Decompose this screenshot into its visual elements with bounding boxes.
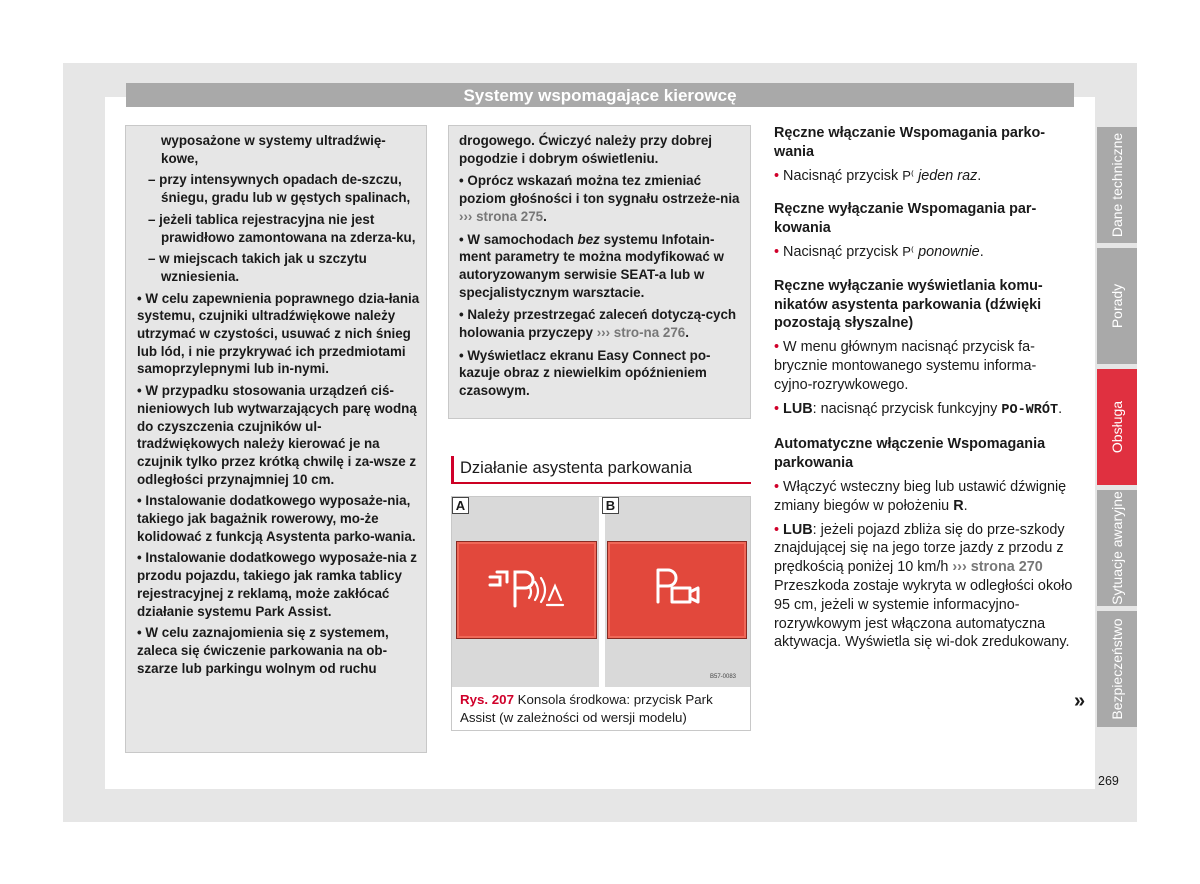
subheading: Ręczne wyłączanie Wspomagania par-kowania — [774, 201, 1037, 237]
figure-207 — [451, 496, 751, 731]
park-assist-camera-icon — [608, 542, 746, 638]
instructions-column — [774, 124, 1074, 652]
step: • Włączyć wsteczny bieg lub ustawić dźwignię zmiany biegów w położeniu R. — [774, 478, 1067, 514]
page-number: 269 — [1098, 774, 1119, 788]
note-dash-item: – w miejscach takich jak u szczytu wzniesienia. — [148, 251, 367, 284]
step: • Nacisnąć przycisk P⁽ ponownie. — [774, 243, 984, 260]
step: • LUB: nacisnąć przycisk funkcyjny PO-WRÓT. — [774, 400, 1063, 418]
park-assist-sensor-icon — [457, 542, 596, 638]
subheading: Automatyczne włączenie Wspomagania parkowania — [774, 436, 1046, 472]
figure-label-a: A — [452, 497, 469, 514]
note-bullet: • W celu zapewnienia poprawnego dzia-łania systemu, czujniki ultradźwiękowe należy utrzymać w czystości, usuwać z nich śnieg lub lód, i nie przykrywać ich przedmiotami samoprzylepnymi lub in-nymi. — [137, 290, 420, 377]
note-text-middle — [459, 132, 745, 405]
note-bullet: • Instalowanie dodatkowego wyposaże-nia z przodu pojazdu, takiego jak ramka tablicy rejestracyjnej z reklamą, może zakłócać działanie systemu Park Assist. — [137, 550, 417, 619]
park-assist-button-a — [456, 541, 597, 639]
tab-obsluga[interactable]: Obsługa — [1097, 369, 1137, 485]
tab-bezpieczenstwo[interactable]: Bezpieczeństwo — [1097, 611, 1137, 727]
park-assist-icon: P⁽ — [902, 243, 915, 259]
note-line: drogowego. Ćwiczyć należy przy dobrej pogodzie i dobrym oświetleniu. — [459, 133, 712, 166]
note-bullet: • W celu zaznajomienia się z systemem, zaleca się ćwiczenie parkowania na ob-szarze lub parkingu wolnym od ruchu — [137, 625, 389, 676]
tab-sytuacje-awaryjne[interactable]: Sytuacje awaryjne — [1097, 490, 1137, 606]
note-line: wyposażone w systemy ultradźwię-kowe, — [161, 133, 386, 166]
step: • LUB: jeżeli pojazd zbliża się do prze-szkody znajdującej się na jego torze jazdy z przodu z prędkością poniżej 10 km/h ››› strona 270 Przeszkoda zostaje wykryta w odległości około 95 cm, jeżeli w systemie informacyjno-rozrywkowym jest włączona automatyczna aktywacja. Wyświetla się wi-dok zredukowany. — [774, 521, 1073, 651]
note-bullet: • W przypadku stosowania urządzeń ciś-nieniowych lub wytwarzających parę wodną do czyszczenia czujników ul-tradźwiękowych należy kierować je na czujnik tylko przez krótką chwilę i za-wsze z odległości przynajmniej 10 cm. — [137, 383, 417, 487]
figure-number: Rys. 207 — [460, 692, 514, 707]
tab-dane-techniczne[interactable]: Dane techniczne — [1097, 127, 1137, 243]
step: • Nacisnąć przycisk P⁽ jeden raz. — [774, 167, 982, 184]
note-bullet: • W samochodach bez systemu Infotain-ment parametry te można modyfikować w autoryzowanym serwisie SEAT-a lub w specjalistycznym warsztacie. — [459, 231, 724, 300]
figure-code: B57-0083 — [710, 674, 737, 680]
note-bullet: • Oprócz wskazań można tez zmieniać poziom głośności i ton sygnału ostrzeże-nia ››› strona 275. — [459, 173, 740, 224]
figure-label-b: B — [602, 497, 619, 514]
continued-arrow-icon: » — [1074, 690, 1086, 712]
page-link[interactable]: ››› strona 275 — [459, 208, 544, 224]
section-title: Działanie asystenta parkowania — [451, 456, 751, 484]
park-assist-icon: P⁽ — [902, 167, 915, 183]
chapter-header: Systemy wspomagające kierowcę — [126, 83, 1074, 107]
figure-caption: Rys. 207 Konsola środkowa: przycisk Park Assist (w zależności od wersji modelu) — [460, 692, 713, 725]
step: • W menu głównym nacisnąć przycisk fa-brycznie montowanego systemu informa-cyjno-rozrywkowego. — [774, 339, 1037, 393]
note-bullet: • Należy przestrzegać zaleceń dotyczą-cych holowania przyczepy ››› stro-na 276. — [459, 307, 737, 341]
page-link[interactable]: ››› strona 270 — [952, 559, 1043, 576]
note-bullet: • Wyświetlacz ekranu Easy Connect po-kazuje obraz z niewielkim opóźnieniem czasowym. — [459, 347, 711, 399]
note-bullet: • Instalowanie dodatkowego wyposaże-nia, takiego jak bagażnik rowerowy, mo-że kolidować z funkcją Asystenta parko-wania. — [137, 493, 416, 544]
back-key-label: PO-WRÓT — [1001, 402, 1059, 418]
subheading: Ręczne włączanie Wspomagania parko-wania — [774, 125, 1046, 160]
tab-porady[interactable]: Porady — [1097, 248, 1137, 364]
figure-divider — [599, 497, 605, 687]
subheading: Ręczne wyłączanie wyświetlania komu-nikatów asystenta parkowania (dźwięki pozostają słyszalne) — [774, 277, 1043, 332]
page-link[interactable]: ››› stro-na 276 — [596, 325, 686, 341]
note-text-left — [137, 132, 421, 681]
note-dash-item: – jeżeli tablica rejestracyjna nie jest prawidłowo zamontowana na zderza-ku, — [148, 211, 416, 245]
park-assist-button-b — [607, 541, 747, 639]
note-dash-item: – przy intensywnych opadach de-szczu, śniegu, gradu lub w gęstych spalinach, — [148, 172, 411, 206]
